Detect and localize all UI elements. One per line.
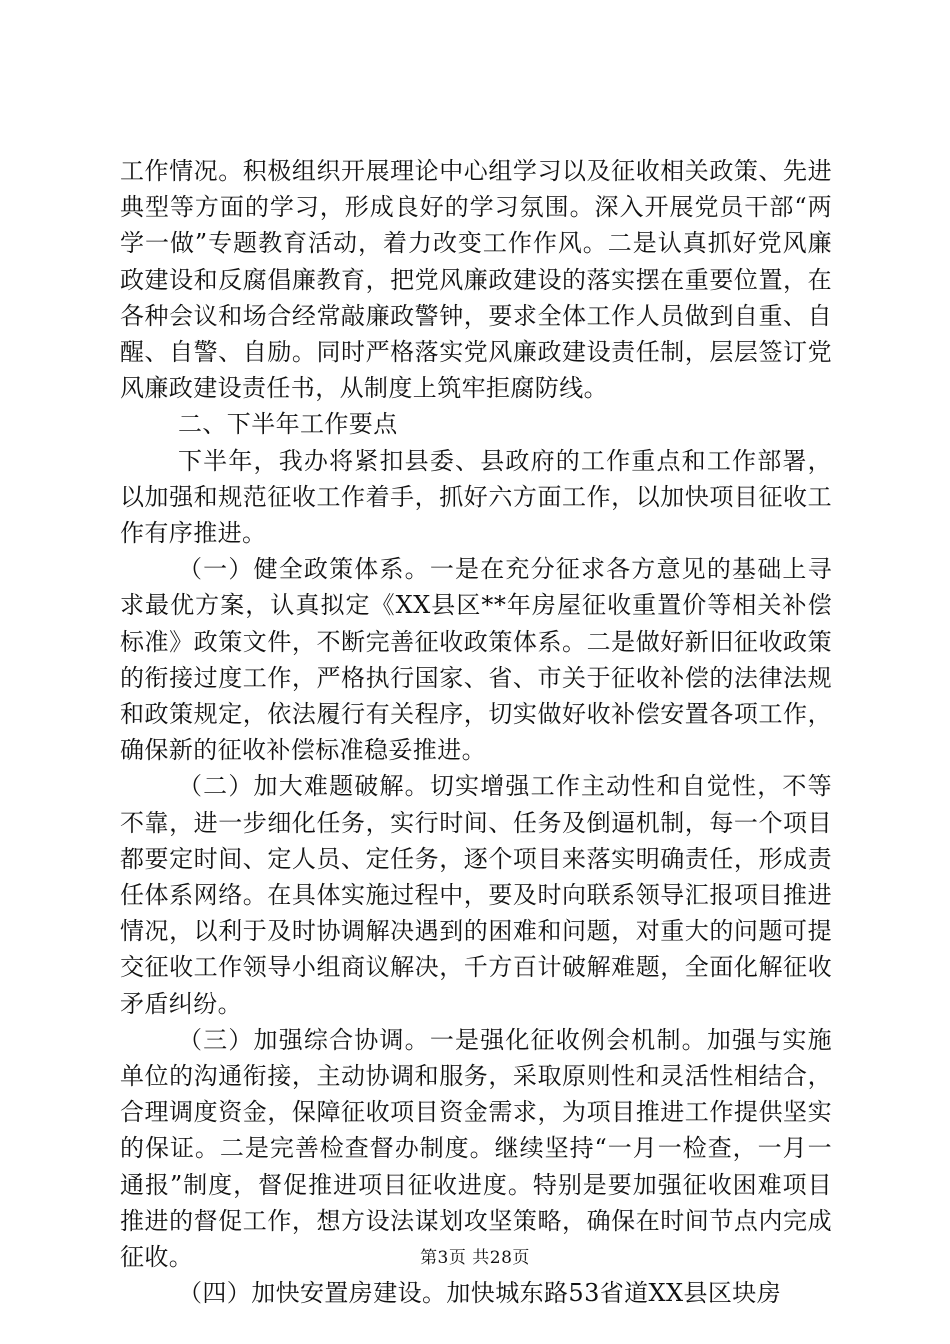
paragraph-second-half-intro: 下半年，我办将紧扣县委、县政府的工作重点和工作部署，以加强和规范征收工作着手，抓好六方面工作，以加快项目征收工作有序推进。	[120, 446, 832, 548]
paragraph-problem-solving: （二）加大难题破解。切实增强工作主动性和自觉性，不等不靠，进一步细化任务，实行时间、任务及倒逼机制，每一个项目都要定时间、定人员、定任务，逐个项目来落实明确责任，形成责任体系网络。在具体实施过程中，要及时向联系领导汇报项目推进情况，以利于及时协调解决遇到的困难和问题，对重大的问题可提交征收工作领导小组商议解决，千方百计破解难题，全面化解征收矛盾纠纷。	[120, 772, 832, 1018]
document-body	[120, 153, 832, 1312]
paragraph-coordination: （三）加强综合协调。一是强化征收例会机制。加强与实施单位的沟通衔接，主动协调和服务，采取原则性和灵活性相结合，合理调度资金，保障征收项目资金需求，为项目推进工作提供坚实的保证。二是完善检查督办制度。继续坚持“一月一检查，一月一通报”制度，督促推进项目征收进度。特别是要加强征收困难项目推进的督促工作，想方设法谋划攻坚策略，确保在时间节点内完成征收。	[120, 1025, 832, 1272]
paragraph-resettlement-housing: （四）加快安置房建设。加快城东路53省道XX县区块房	[178, 1279, 782, 1308]
paragraph-policy-system: （一）健全政策体系。一是在充分征求各方意见的基础上寻求最优方案，认真拟定《XX县区**年房屋征收重置价等相关补偿标准》政策文件，不断完善征收政策体系。二是做好新旧征收政策的衔接过度工作，严格执行国家、省、市关于征收补偿的法律法规和政策规定，依法履行有关程序，切实做好收补偿安置各项工作，确保新的征收补偿标准稳妥推进。	[120, 555, 832, 765]
page-number-footer: 第3页 共28页	[420, 1248, 530, 1268]
section-heading-second-half-priorities: 二、下半年工作要点	[178, 410, 398, 439]
paragraph-work-situation: 工作情况。积极组织开展理论中心组学习以及征收相关政策、先进典型等方面的学习，形成良好的学习氛围。深入开展党员干部“两学一做”专题教育活动，着力改变工作作风。二是认真抓好党风廉政建设和反腐倡廉教育，把党风廉政建设的落实摆在重要位置，在各种会议和场合经常敲廉政警钟，要求全体工作人员做到自重、自醒、自警、自励。同时严格落实党风廉政建设责任制，层层签订党风廉政建设责任书，从制度上筑牢拒腐防线。	[120, 157, 832, 403]
